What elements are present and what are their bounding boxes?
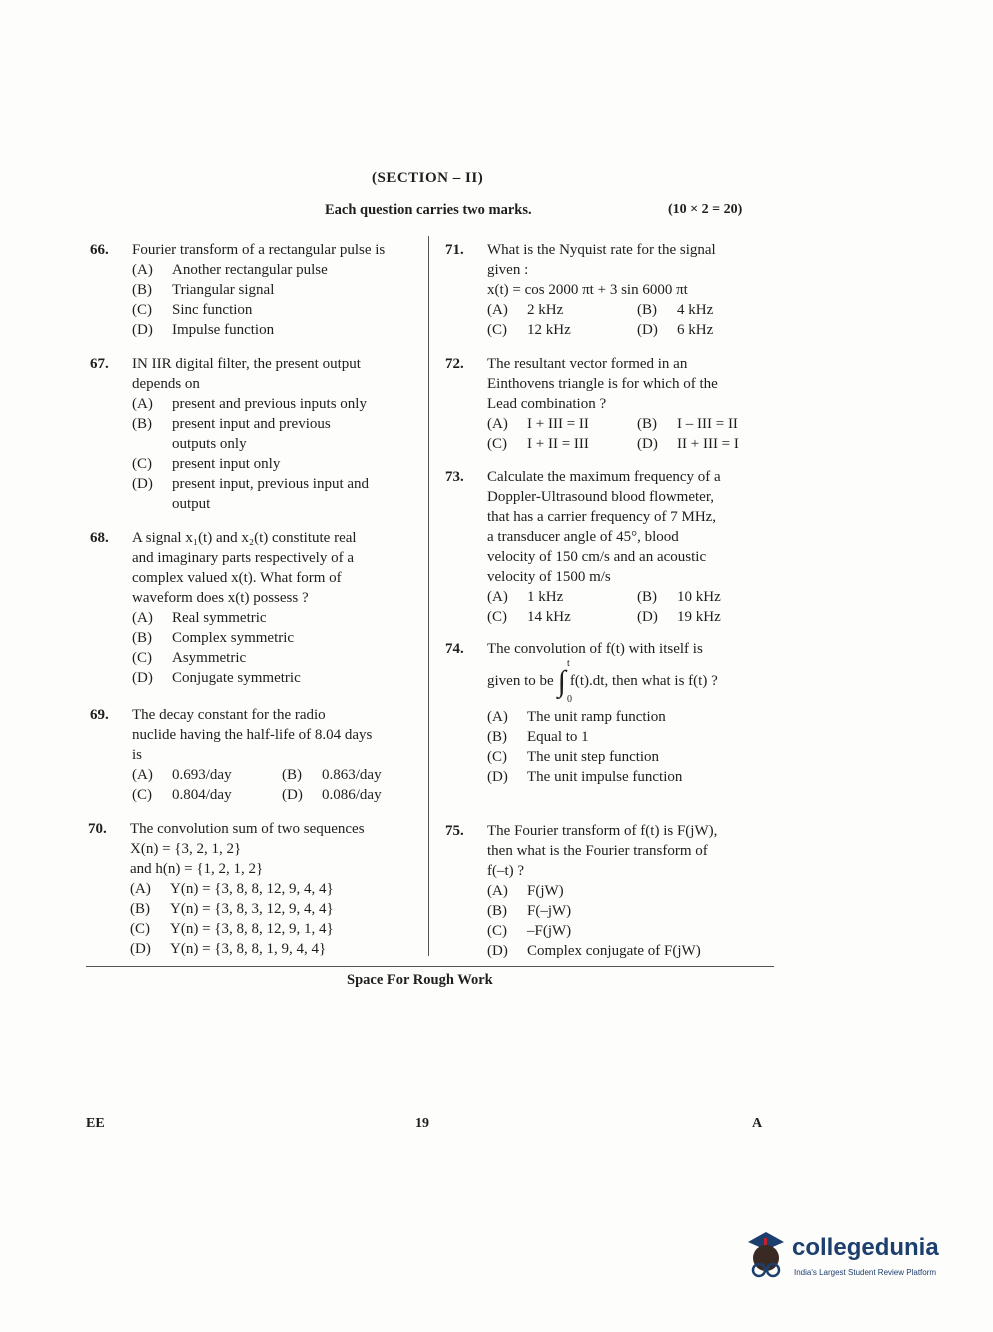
question-text: A signal x₁(t) and x₂(t) constitute real (132, 530, 357, 546)
question-text: waveform does x(t) possess ? (132, 590, 309, 606)
question-text: and h(n) = {1, 2, 1, 2} (130, 861, 264, 877)
question-number: 74. (445, 641, 464, 657)
option: (A) Another rectangular pulse (132, 262, 328, 278)
option: (C) present input only (132, 456, 281, 472)
column-divider (428, 236, 429, 956)
question-text: x(t) = cos 2000 πt + 3 sin 6000 πt (487, 282, 688, 298)
option: output (172, 496, 211, 512)
question-number: 69. (90, 707, 109, 723)
brand-tagline: India's Largest Student Review Platform (794, 1268, 937, 1277)
option-row: (C) 0.804/day (D) 0.086/day (132, 787, 382, 803)
option: (C) –F(jW) (487, 923, 572, 939)
rough-work-label: Space For Rough Work (347, 972, 493, 988)
question-number: 72. (445, 356, 464, 372)
question-number: 75. (445, 823, 464, 839)
option: (B) Equal to 1 (487, 729, 589, 745)
question-text: complex valued x(t). What form of (132, 570, 342, 586)
question-text: velocity of 1500 m/s (487, 569, 611, 585)
question-text: Calculate the maximum frequency of a (487, 469, 721, 485)
option-row: (C) I + II = III (D) II + III = I (487, 436, 739, 452)
graduate-mascot-icon (740, 1228, 790, 1284)
question-number: 67. (90, 356, 109, 372)
option: (A) F(jW) (487, 883, 564, 899)
question-text: Doppler-Ultrasound blood flowmeter, (487, 489, 714, 505)
option: (B) Triangular signal (132, 282, 275, 298)
brand-name: collegedunia (792, 1234, 939, 1261)
option-row: (A) 2 kHz (B) 4 kHz (487, 302, 714, 318)
question-text: IN IIR digital filter, the present output (132, 356, 361, 372)
question-number: 66. (90, 242, 109, 258)
integral-lower-limit: 0 (567, 694, 572, 705)
option: (D) Y(n) = {3, 8, 8, 1, 9, 4, 4} (130, 941, 327, 957)
option: (B) Y(n) = {3, 8, 3, 12, 9, 4, 4} (130, 901, 334, 917)
integral-expression: given to be ∫ f(t).dt, then what is f(t) ? (487, 664, 718, 698)
question-number: 73. (445, 469, 464, 485)
question-text: given : (487, 262, 529, 278)
question-number: 68. (90, 530, 109, 546)
page-number: 19 (415, 1116, 429, 1131)
marks-formula: (10 × 2 = 20) (668, 202, 743, 217)
option-row: (A) 1 kHz (B) 10 kHz (487, 589, 721, 605)
option-row: (C) 12 kHz (D) 6 kHz (487, 322, 714, 338)
question-text: The decay constant for the radio (132, 707, 326, 723)
option: (D) Conjugate symmetric (132, 670, 301, 686)
rough-work-divider (86, 966, 774, 967)
question-text: and imaginary parts respectively of a (132, 550, 354, 566)
question-text: Einthovens triangle is for which of the (487, 376, 718, 392)
option: (A) present and previous inputs only (132, 396, 367, 412)
option: (C) Asymmetric (132, 650, 247, 666)
question-number: 70. (88, 821, 107, 837)
section-title: (SECTION – II) (372, 170, 484, 186)
option: (A) Real symmetric (132, 610, 267, 626)
question-text: Fourier transform of a rectangular pulse is (132, 242, 386, 258)
integral-upper-limit: t (567, 658, 570, 669)
question-text: The Fourier transform of f(t) is F(jW), (487, 823, 718, 839)
question-text: then what is the Fourier transform of (487, 843, 708, 859)
option: (B) present input and previous (132, 416, 331, 432)
marks-instruction: Each question carries two marks. (325, 202, 532, 218)
option: (D) The unit impulse function (487, 769, 683, 785)
option: (A) Y(n) = {3, 8, 8, 12, 9, 4, 4} (130, 881, 334, 897)
collegedunia-logo (740, 1228, 970, 1288)
question-text: What is the Nyquist rate for the signal (487, 242, 716, 258)
question-text: velocity of 150 cm/s and an acoustic (487, 549, 707, 565)
question-text: is (132, 747, 143, 763)
option: (A) The unit ramp function (487, 709, 666, 725)
option: (B) F(–jW) (487, 903, 572, 919)
question-text: X(n) = {3, 2, 1, 2} (130, 841, 242, 857)
option: (D) present input, previous input and (132, 476, 370, 492)
option: (C) The unit step function (487, 749, 660, 765)
integral-sign-icon: ∫ (557, 664, 566, 698)
subject-code: EE (86, 1116, 105, 1131)
question-text: that has a carrier frequency of 7 MHz, (487, 509, 717, 525)
option-row: (A) I + III = II (B) I – III = II (487, 416, 738, 432)
option-row: (A) 0.693/day (B) 0.863/day (132, 767, 382, 783)
option: (D) Impulse function (132, 322, 275, 338)
question-text: The resultant vector formed in an (487, 356, 688, 372)
option: outputs only (172, 436, 247, 452)
question-text: f(–t) ? (487, 863, 525, 879)
option: (C) Sinc function (132, 302, 253, 318)
question-text: depends on (132, 376, 200, 392)
question-number: 71. (445, 242, 464, 258)
option: (B) Complex symmetric (132, 630, 295, 646)
option: (C) Y(n) = {3, 8, 8, 12, 9, 1, 4} (130, 921, 334, 937)
booklet-series: A (752, 1116, 763, 1131)
question-text: The convolution of f(t) with itself is (487, 641, 703, 657)
question-text: a transducer angle of 45°, blood (487, 529, 679, 545)
question-text: Lead combination ? (487, 396, 607, 412)
option: (D) Complex conjugate of F(jW) (487, 943, 701, 959)
question-text: nuclide having the half-life of 8.04 days (132, 727, 373, 743)
question-text: The convolution sum of two sequences (130, 821, 365, 837)
option-row: (C) 14 kHz (D) 19 kHz (487, 609, 721, 625)
